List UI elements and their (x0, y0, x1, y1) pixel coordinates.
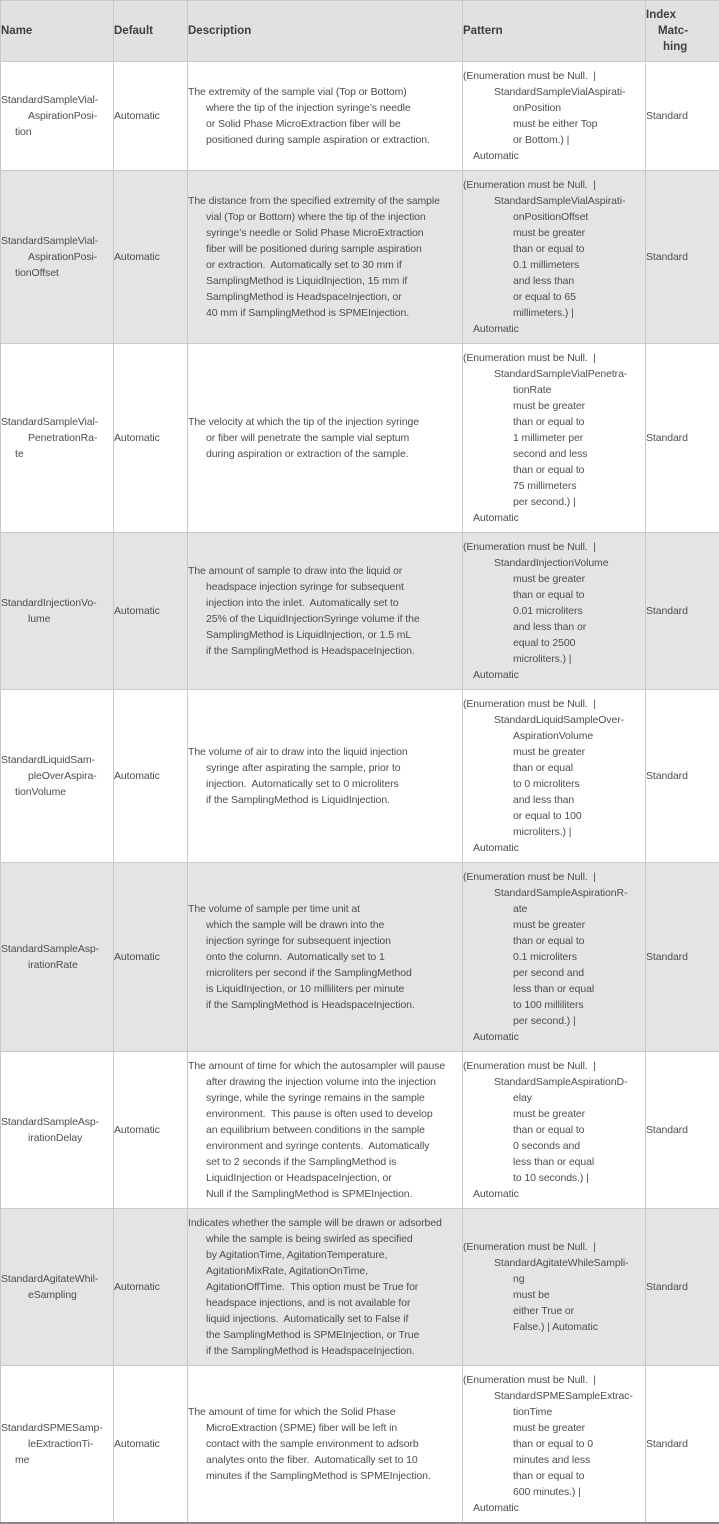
cell-text-line: Automatic (114, 1436, 184, 1452)
cell-text-line: onPositionOffset (513, 209, 642, 225)
cell-text-line: equal to 2500 (513, 635, 642, 651)
default-cell (114, 344, 188, 533)
cell-text-line: or Bottom.) | (513, 132, 642, 148)
cell-text-line: or equal to 65 (513, 289, 642, 305)
cell-text-line: The amount of sample to draw into the liquid or (188, 563, 459, 579)
cell-text-line: to 100 milliliters (513, 997, 642, 1013)
cell-text-line: The extremity of the sample vial (Top or Bottom) (188, 84, 459, 100)
cell-text-line: than or equal to (513, 462, 642, 478)
cell-text-line: Automatic (473, 1186, 642, 1202)
cell-text-line: Standard (646, 949, 716, 965)
cell-text-line: StandardSPMESamp- (1, 1420, 110, 1436)
cell-text-line: StandardSampleAsp- (1, 941, 110, 957)
pattern-cell (463, 1052, 646, 1209)
cell-text-line: while the sample is being swirled as specified (206, 1231, 459, 1247)
cell-text-line: than or equal to (513, 1122, 642, 1138)
pattern-cell (463, 344, 646, 533)
cell-text-line: StandardSPMESampleExtrac- (494, 1388, 642, 1404)
cell-text-line: microliters.) | (513, 824, 642, 840)
cell-text-line: AgitationOffTime. This option must be True for (206, 1279, 459, 1295)
cell-text-line: if the SamplingMethod is HeadspaceInjection. (206, 643, 459, 659)
cell-text-line: minutes if the SamplingMethod is SPMEInjection. (206, 1468, 459, 1484)
cell-text-line: StandardSampleVialPenetra- (494, 366, 642, 382)
cell-text-line: and less than (513, 273, 642, 289)
cell-text-line: must be either Top (513, 116, 642, 132)
cell-text-line: StandardInjectionVo- (1, 595, 110, 611)
cell-text-line: PenetrationRa- (28, 430, 110, 446)
cell-text-line: must be greater (513, 1106, 642, 1122)
header-index-matching-line: Matc- (658, 23, 716, 39)
cell-text-line: Automatic (114, 768, 184, 784)
cell-text-line: where the tip of the injection syringe’s needle (206, 100, 459, 116)
cell-text-line: headspace injections, and is not available for (206, 1295, 459, 1311)
cell-text-line: onto the column. Automatically set to 1 (206, 949, 459, 965)
index-matching-cell (646, 62, 719, 171)
cell-text-line: (Enumeration must be Null. | (463, 539, 642, 555)
cell-text-line: positioned during sample aspiration or extraction. (206, 132, 459, 148)
cell-text-line: False.) | Automatic (513, 1319, 642, 1335)
default-cell (114, 863, 188, 1052)
cell-text-line: StandardSampleAspirationR- (494, 885, 642, 901)
header-name (1, 1, 114, 62)
description-cell (188, 690, 463, 863)
cell-text-line: (Enumeration must be Null. | (463, 1372, 642, 1388)
default-cell (114, 690, 188, 863)
cell-text-line: or Solid Phase MicroExtraction fiber will be (206, 116, 459, 132)
index-matching-cell (646, 533, 719, 690)
cell-text-line: and less than or (513, 619, 642, 635)
cell-text-line: eSampling (28, 1287, 110, 1303)
cell-text-line: syringe, while the syringe remains in the sample (206, 1090, 459, 1106)
cell-text-line: AspirationVolume (513, 728, 642, 744)
cell-text-line: syringe after aspirating the sample, prior to (206, 760, 459, 776)
cell-text-line: Automatic (114, 949, 184, 965)
cell-text-line: must be greater (513, 1420, 642, 1436)
cell-text-line: or fiber will penetrate the sample vial septum (206, 430, 459, 446)
cell-text-line: either True or (513, 1303, 642, 1319)
table-row (1, 1052, 719, 1209)
index-matching-cell (646, 1209, 719, 1366)
header-row (1, 1, 719, 62)
name-cell (1, 62, 114, 171)
cell-text-line: 1 millimeter per (513, 430, 642, 446)
index-matching-cell (646, 1052, 719, 1209)
cell-text-line: than or equal to (513, 241, 642, 257)
cell-text-line: me (15, 1452, 110, 1468)
cell-text-line: Standard (646, 1436, 716, 1452)
table-body (1, 62, 719, 1524)
cell-text-line: microliters.) | (513, 651, 642, 667)
cell-text-line: te (15, 446, 110, 462)
cell-text-line: tionTime (513, 1404, 642, 1420)
default-cell (114, 1366, 188, 1524)
cell-text-line: syringe’s needle or Solid Phase MicroExtraction (206, 225, 459, 241)
cell-text-line: (Enumeration must be Null. | (463, 1239, 642, 1255)
cell-text-line: which the sample will be drawn into the (206, 917, 459, 933)
cell-text-line: millimeters.) | (513, 305, 642, 321)
cell-text-line: Automatic (473, 1500, 642, 1516)
cell-text-line: Automatic (473, 148, 642, 164)
cell-text-line: less than or equal (513, 1154, 642, 1170)
cell-text-line: than or equal to (513, 587, 642, 603)
cell-text-line: Automatic (114, 430, 184, 446)
cell-text-line: irationRate (28, 957, 110, 973)
cell-text-line: The amount of time for which the autosampler will pause (188, 1058, 459, 1074)
name-cell (1, 863, 114, 1052)
cell-text-line: Automatic (114, 603, 184, 619)
default-cell (114, 1209, 188, 1366)
header-index-matching-line: hing (663, 39, 716, 55)
cell-text-line: after drawing the injection volume into the injection (206, 1074, 459, 1090)
cell-text-line: fiber will be positioned during sample aspiration (206, 241, 459, 257)
cell-text-line: than or equal to (513, 414, 642, 430)
cell-text-line: Automatic (473, 840, 642, 856)
cell-text-line: StandardLiquidSampleOver- (494, 712, 642, 728)
cell-text-line: to 10 seconds.) | (513, 1170, 642, 1186)
cell-text-line: tionVolume (15, 784, 110, 800)
cell-text-line: SamplingMethod is HeadspaceInjection, or (206, 289, 459, 305)
cell-text-line: to 0 microliters (513, 776, 642, 792)
cell-text-line: per second.) | (513, 494, 642, 510)
cell-text-line: (Enumeration must be Null. | (463, 68, 642, 84)
table-row (1, 690, 719, 863)
cell-text-line: set to 2 seconds if the SamplingMethod is (206, 1154, 459, 1170)
cell-text-line: than or equal to (513, 933, 642, 949)
cell-text-line: onPosition (513, 100, 642, 116)
cell-text-line: the SamplingMethod is SPMEInjection, or True (206, 1327, 459, 1343)
table-row (1, 533, 719, 690)
cell-text-line: Standard (646, 1122, 716, 1138)
cell-text-line: Automatic (114, 1279, 184, 1295)
header-description-label: Description (188, 23, 459, 39)
cell-text-line: (Enumeration must be Null. | (463, 696, 642, 712)
cell-text-line: ate (513, 901, 642, 917)
cell-text-line: Standard (646, 768, 716, 784)
cell-text-line: The amount of time for which the Solid Phase (188, 1404, 459, 1420)
table-row (1, 62, 719, 171)
cell-text-line: ng (513, 1271, 642, 1287)
cell-text-line: is LiquidInjection, or 10 milliliters per minute (206, 981, 459, 997)
cell-text-line: LiquidInjection or HeadspaceInjection, or (206, 1170, 459, 1186)
cell-text-line: per second and (513, 965, 642, 981)
cell-text-line: 600 minutes.) | (513, 1484, 642, 1500)
index-matching-cell (646, 1366, 719, 1524)
header-index-matching-line: Index (646, 7, 716, 23)
cell-text-line: StandardAgitateWhil- (1, 1271, 110, 1287)
cell-text-line: Automatic (473, 1029, 642, 1045)
cell-text-line: AspirationPosi- (28, 249, 110, 265)
cell-text-line: Automatic (114, 1122, 184, 1138)
cell-text-line: StandardSampleVial- (1, 233, 110, 249)
cell-text-line: The volume of sample per time unit at (188, 901, 459, 917)
table-row (1, 1366, 719, 1524)
name-cell (1, 1209, 114, 1366)
description-cell (188, 62, 463, 171)
cell-text-line: AgitationMixRate, AgitationOnTime, (206, 1263, 459, 1279)
default-cell (114, 533, 188, 690)
cell-text-line: than or equal to 0 (513, 1436, 642, 1452)
cell-text-line: StandardSampleAspirationD- (494, 1074, 642, 1090)
description-cell (188, 533, 463, 690)
cell-text-line: Automatic (473, 667, 642, 683)
pattern-cell (463, 690, 646, 863)
cell-text-line: injection syringe for subsequent injection (206, 933, 459, 949)
cell-text-line: must be greater (513, 398, 642, 414)
description-cell (188, 1209, 463, 1366)
description-cell (188, 171, 463, 344)
cell-text-line: The volume of air to draw into the liquid injection (188, 744, 459, 760)
table-header (1, 1, 719, 62)
header-name-label: Name (1, 23, 110, 39)
header-index-matching (646, 1, 719, 62)
cell-text-line: during aspiration or extraction of the sample. (206, 446, 459, 462)
index-matching-cell (646, 344, 719, 533)
cell-text-line: Null if the SamplingMethod is SPMEInjection. (206, 1186, 459, 1202)
cell-text-line: than or equal to (513, 1468, 642, 1484)
cell-text-line: AspirationPosi- (28, 108, 110, 124)
cell-text-line: contact with the sample environment to adsorb (206, 1436, 459, 1452)
pattern-cell (463, 863, 646, 1052)
cell-text-line: (Enumeration must be Null. | (463, 869, 642, 885)
cell-text-line: if the SamplingMethod is HeadspaceInjection. (206, 997, 459, 1013)
cell-text-line: analytes onto the fiber. Automatically set to 10 (206, 1452, 459, 1468)
cell-text-line: by AgitationTime, AgitationTemperature, (206, 1247, 459, 1263)
cell-text-line: StandardAgitateWhileSampli- (494, 1255, 642, 1271)
header-default-label: Default (114, 23, 184, 39)
cell-text-line: headspace injection syringe for subsequent (206, 579, 459, 595)
cell-text-line: Automatic (473, 510, 642, 526)
cell-text-line: SamplingMethod is LiquidInjection, or 1.5 mL (206, 627, 459, 643)
cell-text-line: if the SamplingMethod is LiquidInjection. (206, 792, 459, 808)
description-cell (188, 1052, 463, 1209)
name-cell (1, 171, 114, 344)
cell-text-line: environment and syringe contents. Automatically (206, 1138, 459, 1154)
cell-text-line: second and less (513, 446, 642, 462)
default-cell (114, 62, 188, 171)
description-cell (188, 863, 463, 1052)
cell-text-line: Automatic (114, 249, 184, 265)
name-cell (1, 1052, 114, 1209)
cell-text-line: Indicates whether the sample will be drawn or adsorbed (188, 1215, 459, 1231)
cell-text-line: 0 seconds and (513, 1138, 642, 1154)
cell-text-line: pleOverAspira- (28, 768, 110, 784)
cell-text-line: Standard (646, 603, 716, 619)
cell-text-line: or extraction. Automatically set to 30 mm if (206, 257, 459, 273)
cell-text-line: Standard (646, 108, 716, 124)
cell-text-line: less than or equal (513, 981, 642, 997)
pattern-cell (463, 171, 646, 344)
cell-text-line: tionRate (513, 382, 642, 398)
table-row (1, 1209, 719, 1366)
cell-text-line: must be (513, 1287, 642, 1303)
table-row (1, 863, 719, 1052)
cell-text-line: tion (15, 124, 110, 140)
pattern-cell (463, 1366, 646, 1524)
header-pattern-label: Pattern (463, 23, 642, 39)
name-cell (1, 344, 114, 533)
pattern-cell (463, 1209, 646, 1366)
description-cell (188, 344, 463, 533)
cell-text-line: (Enumeration must be Null. | (463, 177, 642, 193)
cell-text-line: The distance from the specified extremity of the sample (188, 193, 459, 209)
cell-text-line: Automatic (114, 108, 184, 124)
pattern-cell (463, 62, 646, 171)
cell-text-line: injection. Automatically set to 0 microliters (206, 776, 459, 792)
cell-text-line: per second.) | (513, 1013, 642, 1029)
cell-text-line: must be greater (513, 917, 642, 933)
description-cell (188, 1366, 463, 1524)
cell-text-line: Standard (646, 249, 716, 265)
cell-text-line: StandardSampleAsp- (1, 1114, 110, 1130)
cell-text-line: environment. This pause is often used to develop (206, 1106, 459, 1122)
cell-text-line: and less than (513, 792, 642, 808)
cell-text-line: liquid injections. Automatically set to False if (206, 1311, 459, 1327)
cell-text-line: Automatic (473, 321, 642, 337)
cell-text-line: microliters per second if the SamplingMethod (206, 965, 459, 981)
pattern-cell (463, 533, 646, 690)
cell-text-line: irationDelay (28, 1130, 110, 1146)
cell-text-line: or equal to 100 (513, 808, 642, 824)
cell-text-line: StandardSampleVialAspirati- (494, 193, 642, 209)
cell-text-line: StandardLiquidSam- (1, 752, 110, 768)
cell-text-line: 25% of the LiquidInjectionSyringe volume if the (206, 611, 459, 627)
cell-text-line: an equilibrium between conditions in the sample (206, 1122, 459, 1138)
header-pattern (463, 1, 646, 62)
default-cell (114, 1052, 188, 1209)
cell-text-line: The velocity at which the tip of the injection syringe (188, 414, 459, 430)
index-matching-cell (646, 863, 719, 1052)
name-cell (1, 690, 114, 863)
cell-text-line: leExtractionTi- (28, 1436, 110, 1452)
index-matching-cell (646, 171, 719, 344)
header-default (114, 1, 188, 62)
cell-text-line: StandardSampleVial- (1, 414, 110, 430)
header-description (188, 1, 463, 62)
name-cell (1, 533, 114, 690)
cell-text-line: StandardSampleVialAspirati- (494, 84, 642, 100)
cell-text-line: 0.01 microliters (513, 603, 642, 619)
cell-text-line: StandardInjectionVolume (494, 555, 642, 571)
cell-text-line: if the SamplingMethod is HeadspaceInjection. (206, 1343, 459, 1359)
cell-text-line: SamplingMethod is LiquidInjection, 15 mm if (206, 273, 459, 289)
cell-text-line: MicroExtraction (SPME) fiber will be left in (206, 1420, 459, 1436)
cell-text-line: Standard (646, 430, 716, 446)
cell-text-line: must be greater (513, 571, 642, 587)
cell-text-line: tionOffset (15, 265, 110, 281)
cell-text-line: must be greater (513, 225, 642, 241)
name-cell (1, 1366, 114, 1524)
cell-text-line: 0.1 millimeters (513, 257, 642, 273)
cell-text-line: (Enumeration must be Null. | (463, 350, 642, 366)
cell-text-line: must be greater (513, 744, 642, 760)
cell-text-line: 40 mm if SamplingMethod is SPMEInjection. (206, 305, 459, 321)
cell-text-line: than or equal (513, 760, 642, 776)
default-cell (114, 171, 188, 344)
cell-text-line: vial (Top or Bottom) where the tip of the injection (206, 209, 459, 225)
cell-text-line: elay (513, 1090, 642, 1106)
index-matching-cell (646, 690, 719, 863)
cell-text-line: minutes and less (513, 1452, 642, 1468)
table-row (1, 344, 719, 533)
cell-text-line: Standard (646, 1279, 716, 1295)
cell-text-line: 75 millimeters (513, 478, 642, 494)
cell-text-line: 0.1 microliters (513, 949, 642, 965)
table-row (1, 171, 719, 344)
cell-text-line: injection into the inlet. Automatically set to (206, 595, 459, 611)
cell-text-line: StandardSampleVial- (1, 92, 110, 108)
cell-text-line: (Enumeration must be Null. | (463, 1058, 642, 1074)
cell-text-line: lume (28, 611, 110, 627)
